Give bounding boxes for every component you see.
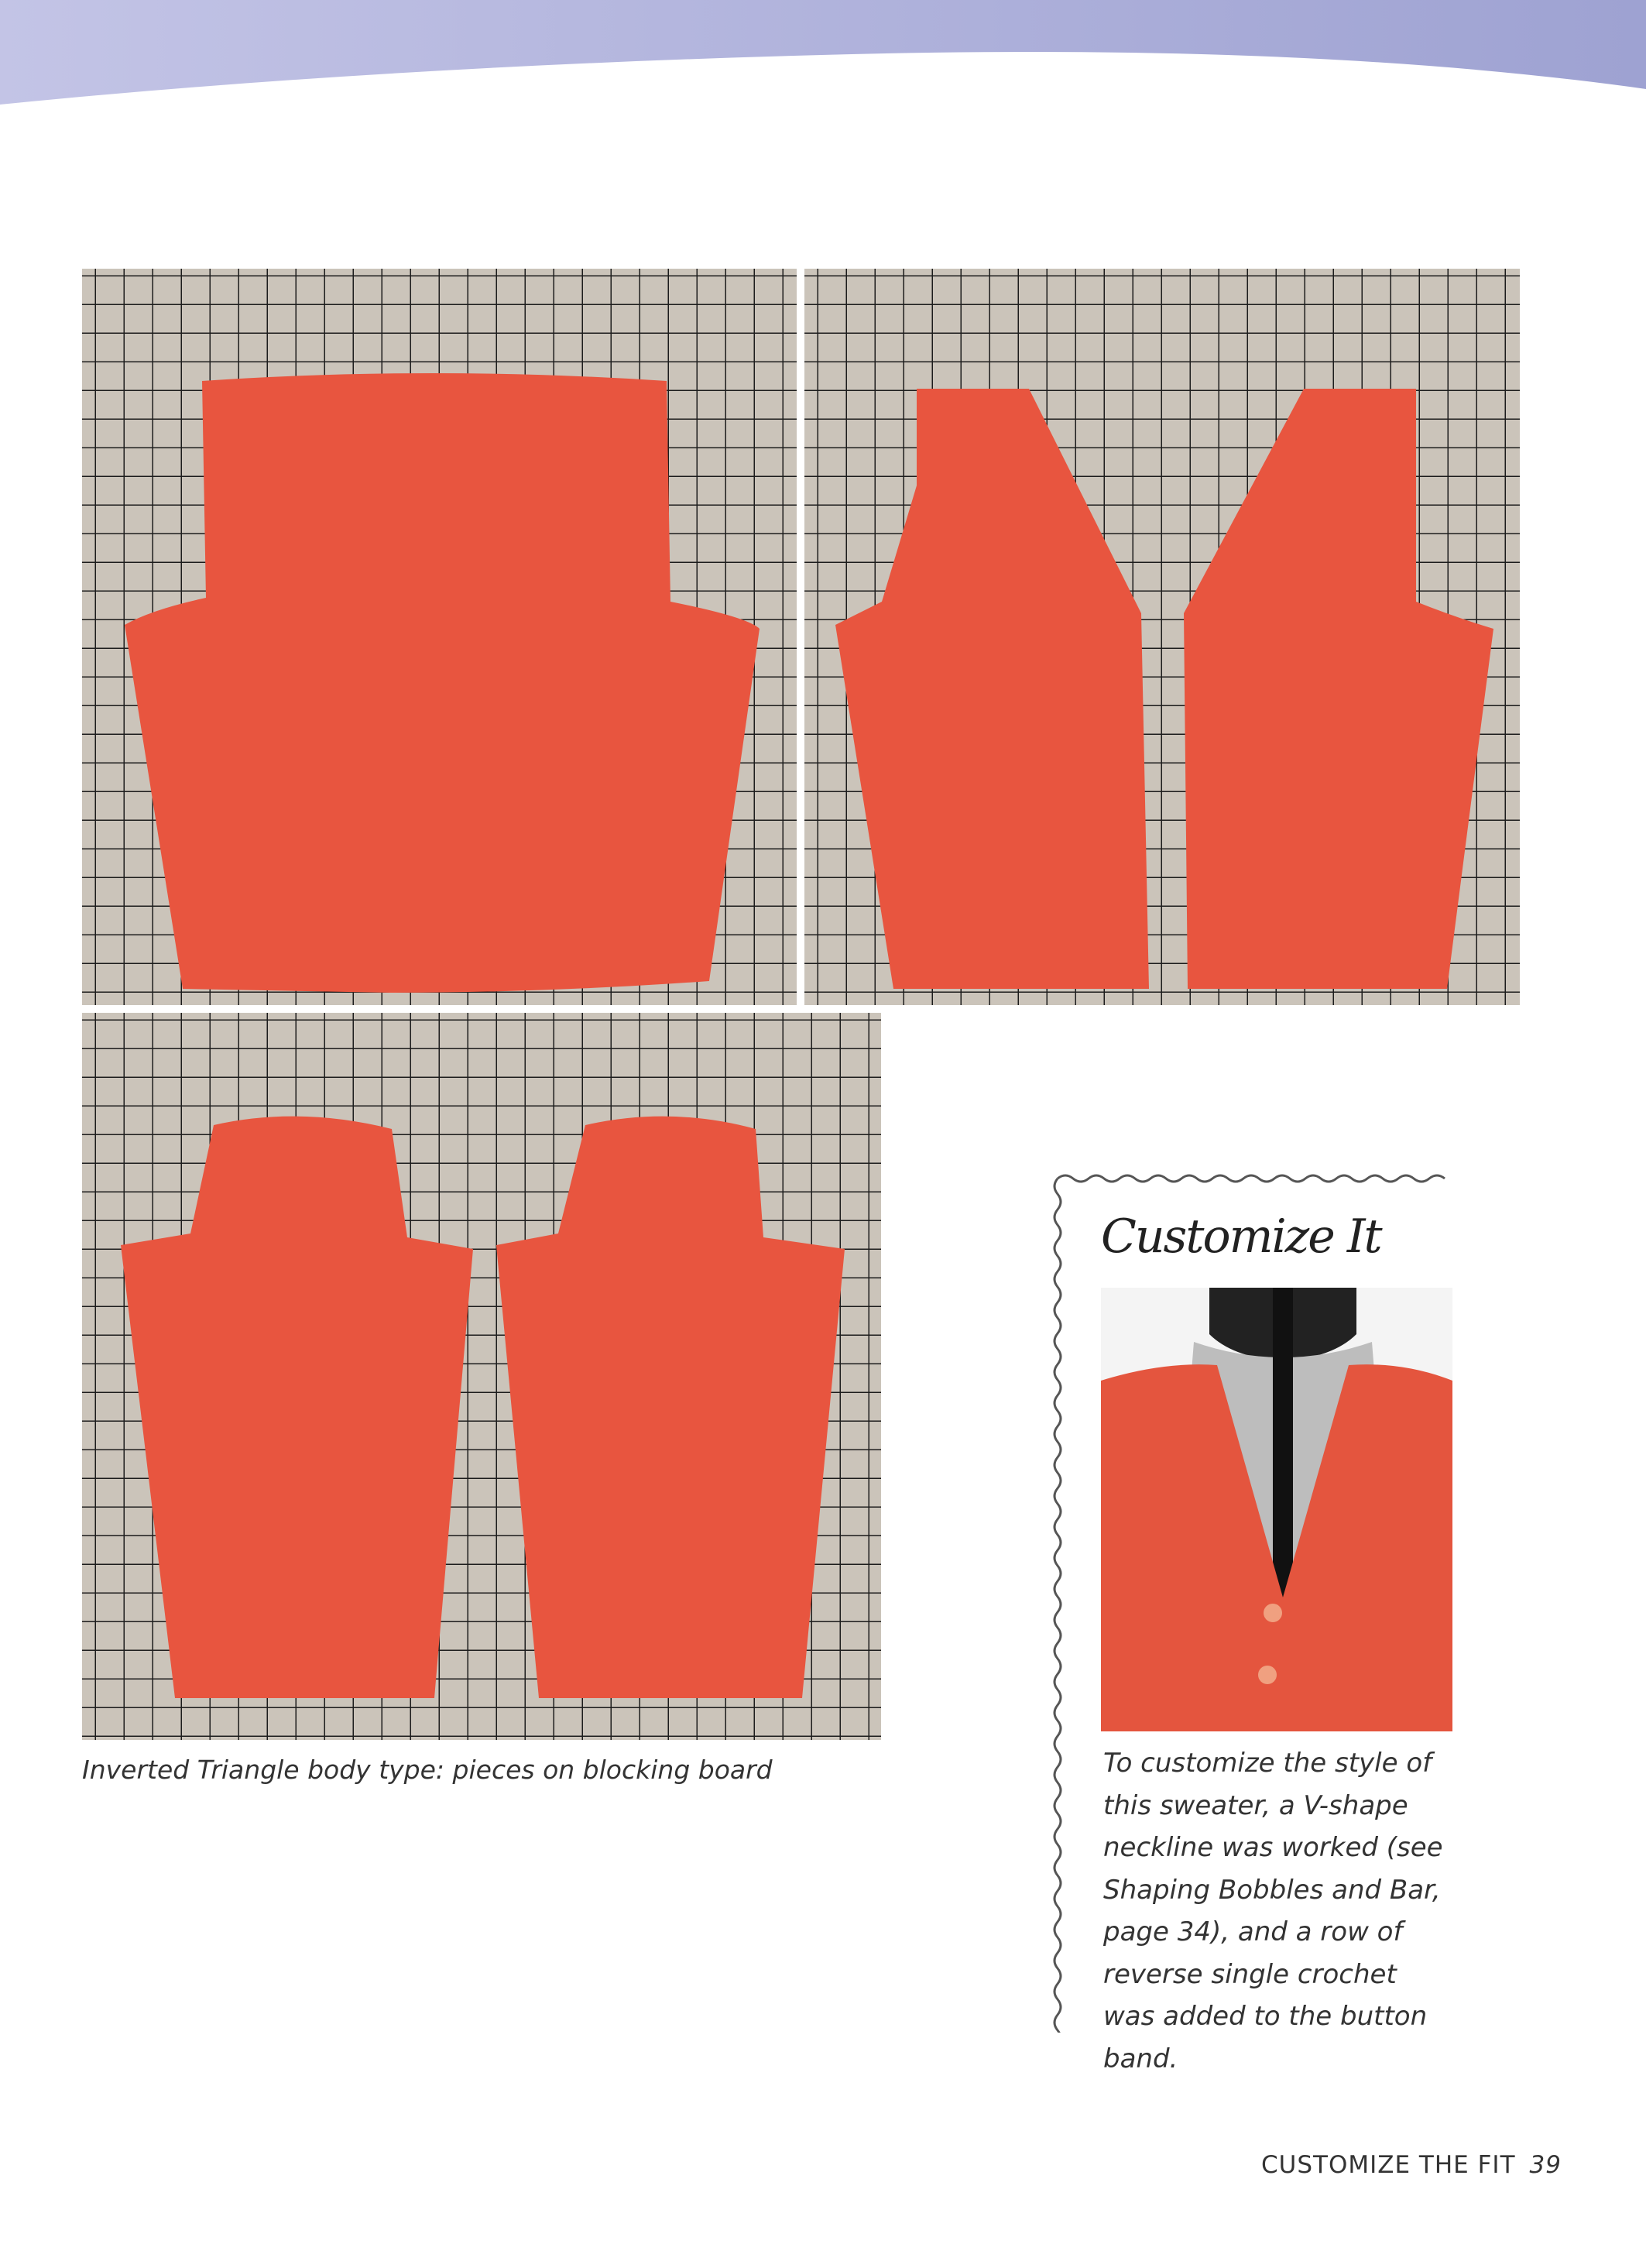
footer-section-title: CUSTOMIZE THE FIT [1261,2151,1516,2179]
customize-it-sidebar [1051,1169,1454,2074]
top-page-band [0,0,1646,108]
photo-vneck-sweater-on-dress-form [1101,1288,1452,1731]
photo-sleeves-on-blocking-board [82,1013,881,1740]
running-footer [1261,2151,1562,2179]
photo-back-piece-on-blocking-board [82,269,797,1005]
figure-caption: Inverted Triangle body type: pieces on blocking board [82,1755,773,1785]
page-number: 39 [1529,2151,1562,2179]
sidebar-body-text: To customize the style of this sweater, a V-shape neckline was worked (see Shaping Bobbles and Bar, page 34), and a row of reverse single crochet was added to the button band. [1103,1748,1443,2074]
sidebar-title: Customize It [1101,1209,1381,1264]
photo-front-pieces-on-blocking-board [804,269,1520,1005]
